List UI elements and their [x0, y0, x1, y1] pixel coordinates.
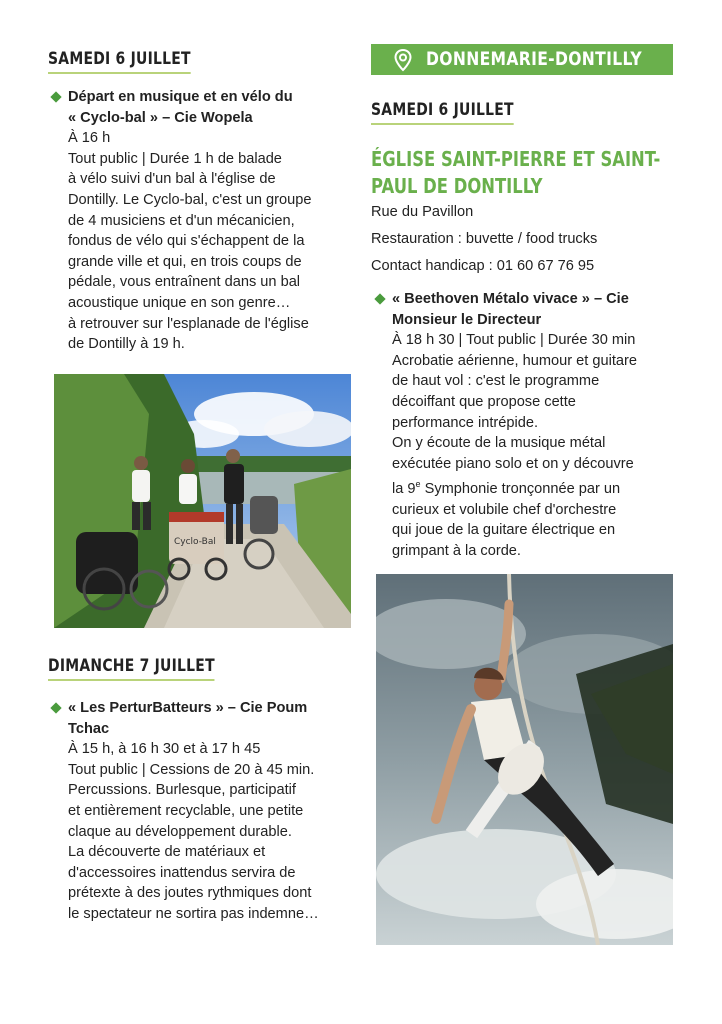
venue-contact: Contact handicap : 01 60 67 76 95 — [371, 258, 595, 274]
saturday-heading-right: SAMEDI 6 JUILLET — [371, 100, 514, 125]
event-description: À 16 h Tout public | Durée 1 h de balade à vélo suivi d'un bal à l'église de Dontilly. Le Cyclo-bal, c'est un groupe de 4 musiciens et d'un mécanicien, fondus de vélo qui s'échappent de la grande ville et qui, en trois coups de pédale, vous entraînent dans un bal acoustique unique en son genre… à retrouver sur l'esplanade de l'église de Dontilly à 19 h. — [68, 130, 312, 353]
event-cyclo-bal — [48, 87, 353, 355]
cyclists-photo — [54, 374, 351, 628]
location-name: DONNEMARIE-DONTILLY — [426, 48, 642, 70]
event-description: Acrobatie aérienne, humour et guitare de haut vol : c'est le programme décoiffant que propose cette performance intrépide. On y écoute de la musique métal exécutée piano solo et on y découvre — [392, 352, 638, 472]
venue-restauration: Restauration : buvette / food trucks — [371, 231, 598, 247]
event-perturbatteurs — [48, 698, 353, 925]
event-description: À 15 h, à 16 h 30 et à 17 h 45 Tout public | Cessions de 20 à 45 min. Percussions. Burlesque, participatif et entièrement recyclable, une petite claque au développement durable. La découverte de matériaux et d'accessoires inattendus servira de prétexte à des joutes rythmiques dont le spectateur ne sortira pas indemne… — [68, 741, 319, 922]
event-title-line1: « Les PerturBatteurs » – Cie Poum — [68, 700, 308, 716]
venue-address: Rue du Pavillon — [371, 204, 474, 220]
event-title-line2: Tchac — [68, 720, 110, 737]
event-beethoven — [372, 289, 677, 562]
acrobat-photo — [376, 574, 673, 945]
event-description-ninth: la 9e Symphonie tronçonnée par un — [392, 479, 621, 498]
sunday-heading: DIMANCHE 7 JUILLET — [48, 656, 215, 681]
event-schedule: À 18 h 30 | Tout public | Durée 30 min — [392, 332, 636, 349]
location-banner — [371, 44, 673, 75]
venue-title: ÉGLISE SAINT-PIERRE ET SAINT-PAUL DE DONTILLY — [371, 147, 661, 198]
event-title-line2: « Cyclo-bal » – Cie Wopela — [68, 109, 253, 126]
event-title-line2: Monsieur le Directeur — [392, 311, 542, 328]
trailer-label: Cyclo-Bal — [174, 537, 216, 547]
event-title-line1: « Beethoven Métalo vivace » – Cie — [392, 291, 629, 307]
map-pin-icon — [391, 48, 415, 72]
event-title-line1: Départ en musique et en vélo du — [68, 89, 293, 105]
event-description-end: curieux et volubile chef d'orchestre qui joue de la guitare électrique en grimpant à la corde. — [392, 501, 617, 559]
saturday-heading-left: SAMEDI 6 JUILLET — [48, 49, 191, 74]
